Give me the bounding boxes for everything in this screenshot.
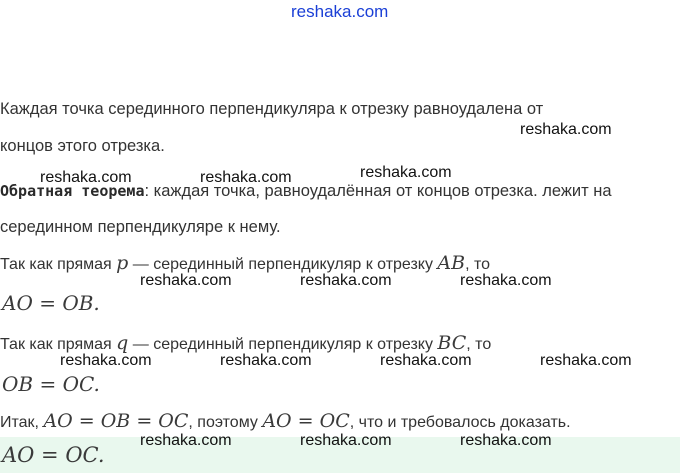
p4-text-1: Так как прямая [0,336,117,353]
p4-text-3: , то [466,336,492,353]
p3-text-1: Так как прямая [0,256,117,273]
watermark: reshaka.com [220,352,312,369]
watermark: reshaka.com [460,432,552,449]
segment-ab: AB [437,252,466,274]
converse-theorem-label: Обратная теорема [0,182,145,200]
p3-text-3: , то [465,256,491,273]
watermark: reshaka.com [140,272,232,289]
watermark: reshaka.com [300,432,392,449]
watermark: reshaka.com [40,169,132,186]
watermark: reshaka.com [140,432,232,449]
watermark: reshaka.com [520,121,612,138]
watermark: reshaka.com [380,352,472,369]
equation-ao-ob-oc: AO = OB = OC [43,410,189,432]
watermark: reshaka.com [360,164,452,181]
segment-bc: BC [437,332,467,354]
paragraph-2-text: : каждая точка, равноудалённая от концов отрезка. лежит на [144,182,612,200]
p5-text-3: , что и требовалось доказать. [349,414,571,431]
paragraph-5-line-1 [0,410,571,432]
paragraph-1-line-1: Каждая точка серединного перпендикуляра к отрезку равноудалена от [0,100,544,118]
watermark: reshaka.com [540,352,632,369]
paragraph-2-line-2: серединном перпендикуляре к нему. [0,218,281,236]
watermark: reshaka.com [300,272,392,289]
equation-ao-oc-inline: AO = OC [262,410,350,432]
p3-text-2: — серединный перпендикуляр к отрезку [128,256,438,273]
paragraph-2-line-1 [0,182,612,201]
answer-equation: AO = OC. [2,443,105,467]
p5-text-1: Итак, [0,414,44,431]
equation-ao-ob: AO = OB. [2,291,100,315]
watermark: reshaka.com [200,169,292,186]
watermark: reshaka.com [460,272,552,289]
watermark: reshaka.com [60,352,152,369]
equation-ob-oc: OB = OC. [2,372,100,396]
paragraph-3-line-1 [0,252,490,274]
paragraph-1-line-2: концов этого отрезка. [0,137,165,155]
p4-text-2: — серединный перпендикуляр к отрезку [128,336,438,353]
line-p-var: p [116,252,129,274]
paragraph-4-line-1 [0,332,491,354]
line-q-var: q [116,332,129,354]
header-watermark: reshaka.com [291,2,389,21]
p5-text-2: , поэтому [188,414,263,431]
